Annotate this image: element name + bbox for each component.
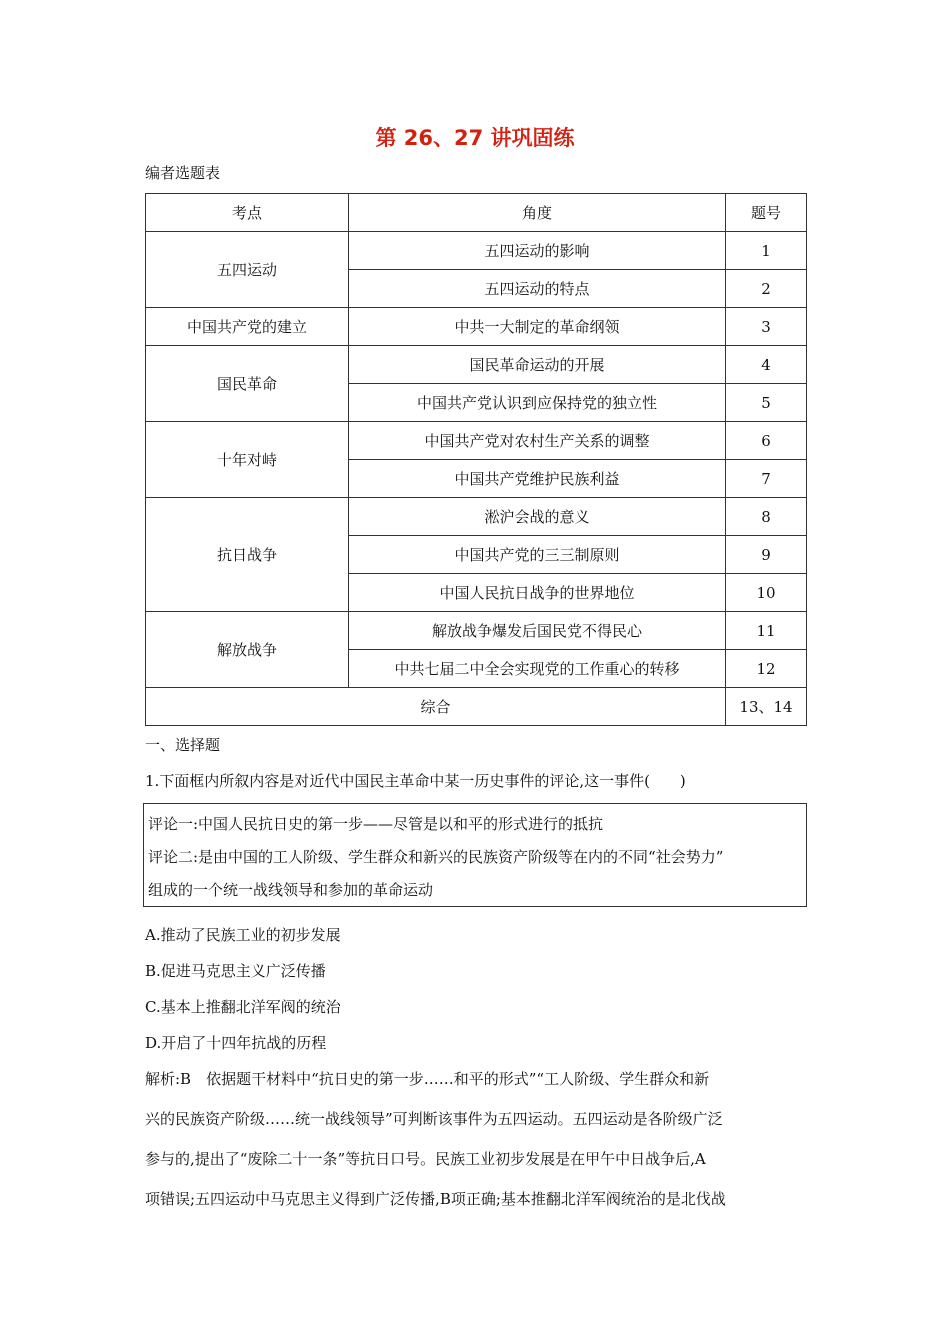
topic-cell: 解放战争 <box>146 612 349 688</box>
number-cell: 2 <box>726 270 807 308</box>
table-row <box>146 232 807 270</box>
topic-cell: 十年对峙 <box>146 422 349 498</box>
quote-line: 组成的一个统一战线领导和参加的革命运动 <box>148 881 434 899</box>
table-header-row <box>146 194 807 232</box>
number-cell: 3 <box>726 308 807 346</box>
question-stem: 1.下面框内所叙内容是对近代中国民主革命中某一历史事件的评论,这一事件( ) <box>145 772 686 790</box>
table-row <box>146 498 807 536</box>
option-a: A.推动了民族工业的初步发展 <box>145 926 341 944</box>
number-cell: 4 <box>726 346 807 384</box>
summary-row <box>146 688 807 726</box>
angle-cell: 中共七届二中全会实现党的工作重心的转移 <box>349 650 726 688</box>
number-cell: 8 <box>726 498 807 536</box>
quote-line: 评论二:是由中国的工人阶级、学生群众和新兴的民族资产阶级等在内的不同“社会势力” <box>148 848 724 866</box>
topic-cell: 中国共产党的建立 <box>146 308 349 346</box>
analysis-line: 项错误;五四运动中马克思主义得到广泛传播,B项正确;基本推翻北洋军阀统治的是北伐战 <box>145 1190 726 1208</box>
angle-cell: 五四运动的特点 <box>349 270 726 308</box>
analysis-line: 兴的民族资产阶级……统一战线领导”可判断该事件为五四运动。五四运动是各阶级广泛 <box>145 1110 723 1128</box>
table-row <box>146 346 807 384</box>
analysis-line: 解析:B 依据题干材料中“抗日史的第一步……和平的形式”“工人阶级、学生群众和新 <box>145 1070 710 1088</box>
topic-cell: 抗日战争 <box>146 498 349 612</box>
angle-cell: 中国共产党对农村生产关系的调整 <box>349 422 726 460</box>
angle-cell: 解放战争爆发后国民党不得民心 <box>349 612 726 650</box>
table-caption: 编者选题表 <box>145 164 221 182</box>
angle-cell: 国民革命运动的开展 <box>349 346 726 384</box>
option-c: C.基本上推翻北洋军阀的统治 <box>145 998 341 1016</box>
quote-box <box>143 803 807 907</box>
header-angle: 角度 <box>349 194 726 232</box>
header-topic: 考点 <box>146 194 349 232</box>
quote-line: 评论一:中国人民抗日史的第一步——尽管是以和平的形式进行的抵抗 <box>148 815 604 833</box>
number-cell: 12 <box>726 650 807 688</box>
analysis <box>145 1067 815 1227</box>
number-cell: 11 <box>726 612 807 650</box>
number-cell: 6 <box>726 422 807 460</box>
section-heading: 一、选择题 <box>145 736 221 754</box>
topic-cell: 国民革命 <box>146 346 349 422</box>
table-row <box>146 612 807 650</box>
page-title: 第 26、27 讲巩固练 <box>375 126 575 150</box>
table-body <box>146 194 807 726</box>
header-number: 题号 <box>726 194 807 232</box>
summary-label-cell: 综合 <box>146 688 726 726</box>
option-b: B.促进马克思主义广泛传播 <box>145 962 326 980</box>
angle-cell: 中国共产党的三三制原则 <box>349 536 726 574</box>
angle-cell: 中国人民抗日战争的世界地位 <box>349 574 726 612</box>
topic-selection-table <box>145 193 807 726</box>
angle-cell: 淞沪会战的意义 <box>349 498 726 536</box>
number-cell: 1 <box>726 232 807 270</box>
analysis-line: 参与的,提出了“废除二十一条”等抗日口号。民族工业初步发展是在甲午中日战争后,A <box>145 1150 706 1168</box>
angle-cell: 五四运动的影响 <box>349 232 726 270</box>
number-cell: 9 <box>726 536 807 574</box>
table-row <box>146 422 807 460</box>
angle-cell: 中共一大制定的革命纲领 <box>349 308 726 346</box>
topic-cell: 五四运动 <box>146 232 349 308</box>
number-cell: 7 <box>726 460 807 498</box>
option-d: D.开启了十四年抗战的历程 <box>145 1034 327 1052</box>
number-cell: 10 <box>726 574 807 612</box>
angle-cell: 中国共产党认识到应保持党的独立性 <box>349 384 726 422</box>
number-cell: 5 <box>726 384 807 422</box>
angle-cell: 中国共产党维护民族利益 <box>349 460 726 498</box>
summary-number-cell: 13、14 <box>726 688 807 726</box>
table-row <box>146 308 807 346</box>
